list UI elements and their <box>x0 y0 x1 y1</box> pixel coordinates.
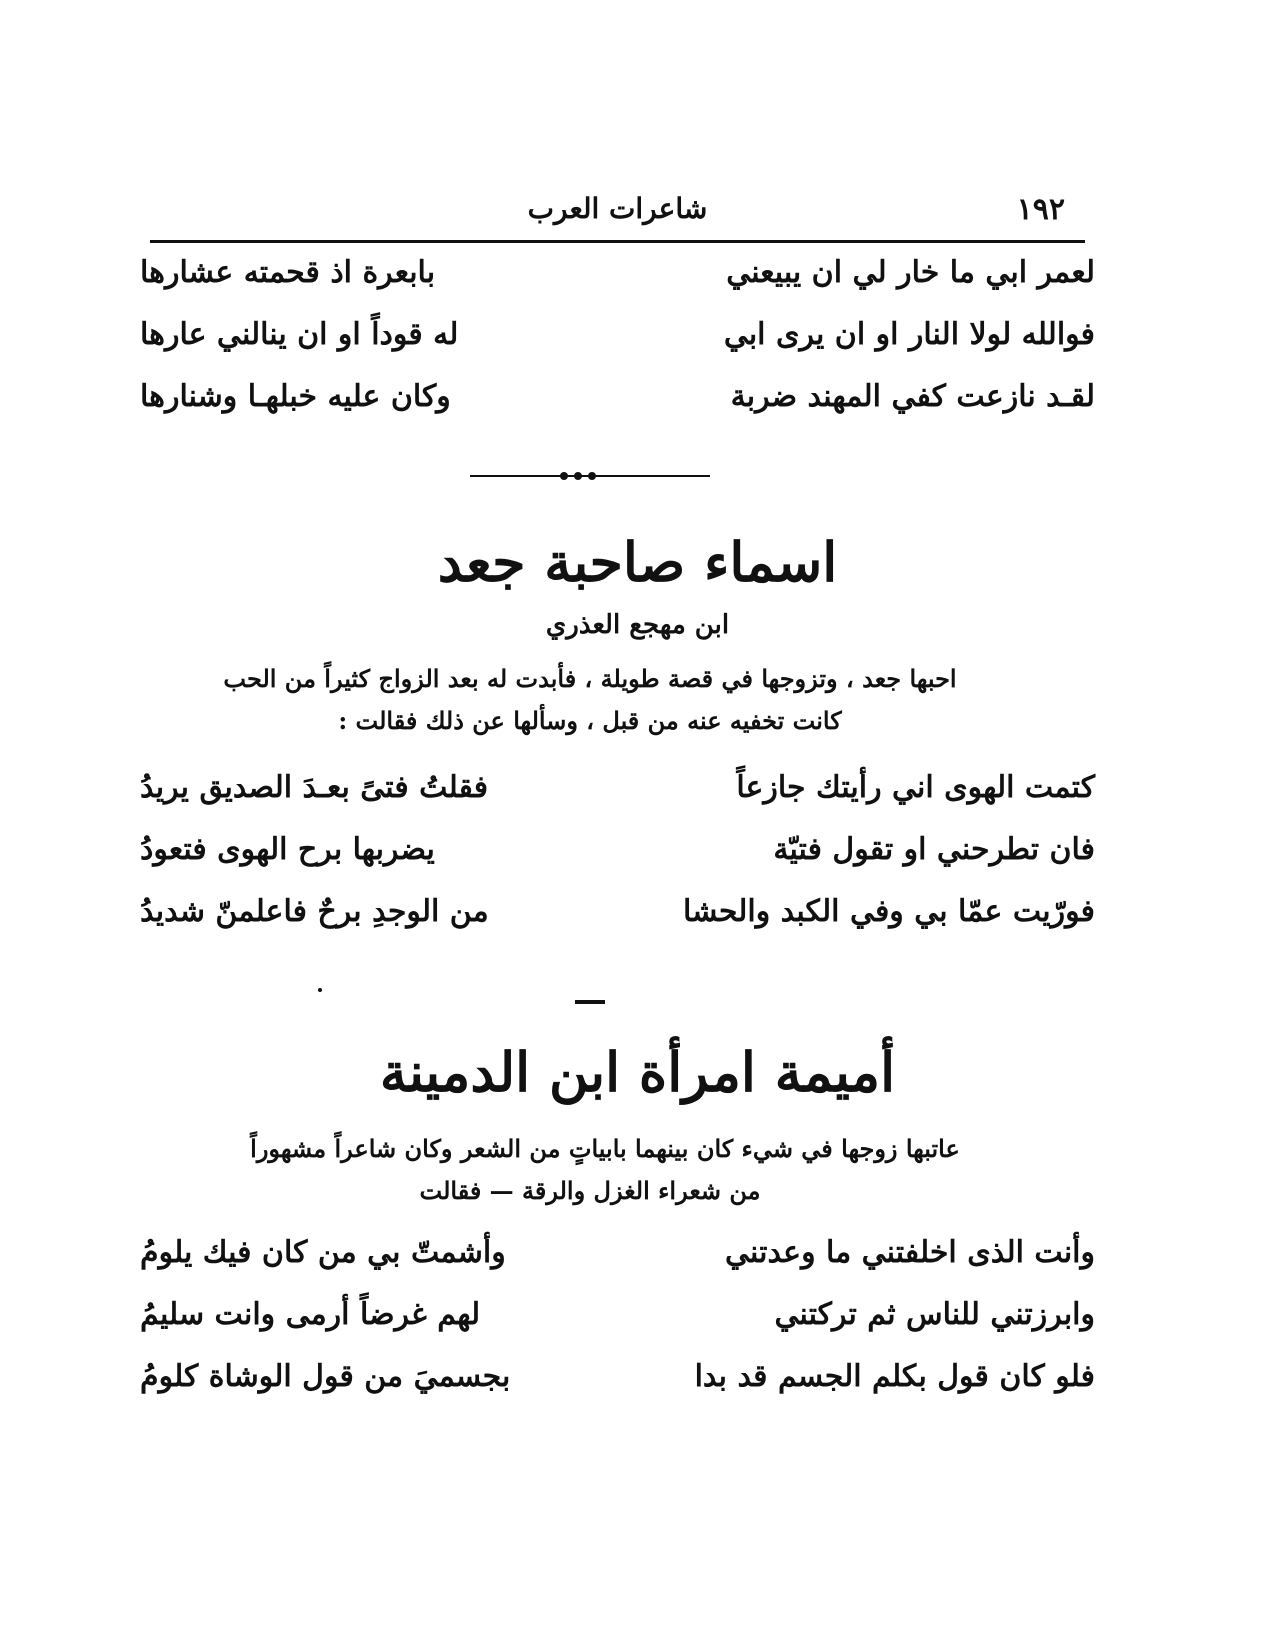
header-rule <box>150 240 1085 243</box>
verse-line <box>140 770 1095 832</box>
divider-dot <box>588 472 596 480</box>
second-hemistich: وكان عليه خبلهـا وشنارها <box>140 379 451 414</box>
second-hemistich: بابعرة اذ قحمته عشارها <box>140 255 436 290</box>
second-hemistich: وأشمتّ بي من كان فيك يلومُ <box>140 1235 506 1270</box>
verse-line <box>140 1359 1095 1421</box>
intro-line: من شعراء الغزل والرقة — فقالت <box>419 1176 761 1205</box>
first-hemistich: وابرزتني للناس ثم تركتني <box>774 1297 1095 1332</box>
intro-line: كانت تخفيه عنه من قبل ، وسألها عن ذلك فقالت : <box>338 706 842 735</box>
second-hemistich: يضربها برح الهوى فتعودُ <box>140 832 435 867</box>
first-hemistich: فان تطرحني او تقول فتيّة <box>773 832 1095 867</box>
first-hemistich: فلو كان قول بكلم الجسم قد بدا <box>694 1359 1095 1394</box>
section-title: اسماء صاحبة جعد <box>437 530 838 594</box>
first-hemistich: لعمر ابي ما خار لي ان يبيعني <box>726 255 1095 290</box>
second-hemistich: من الوجدِ برحٌ فاعلمنّ شديدُ <box>140 894 489 929</box>
first-hemistich: فوالله لولا النار او ان يرى ابي <box>723 317 1095 352</box>
section1-poem <box>140 770 1095 956</box>
section-divider-ornament <box>470 470 710 482</box>
verse-line <box>140 832 1095 894</box>
divider-dot <box>560 472 568 480</box>
second-hemistich: بجسميَ من قول الوشاة كلومُ <box>140 1359 511 1394</box>
page-number: ١٩٢ <box>1016 192 1065 227</box>
section-divider-dash <box>575 1000 605 1004</box>
first-hemistich: كتمت الهوى اني رأيتك جازعاً <box>736 770 1095 805</box>
page-header <box>150 192 1085 232</box>
verse-line <box>140 1235 1095 1297</box>
verse-line <box>140 379 1095 441</box>
intro-line: احبها جعد ، وتزوجها في قصة طويلة ، فأبدت له بعد الزواج كثيراً من الحب <box>223 664 957 693</box>
verse-line <box>140 255 1095 317</box>
section-title: أميمة امرأة ابن الدمينة <box>379 1040 896 1104</box>
intro-line: عاتبها زوجها في شيء كان بينهما بابياتٍ من الشعر وكان شاعراً مشهوراً <box>250 1134 960 1163</box>
running-title: شاعرات العرب <box>527 192 708 225</box>
first-hemistich: فورّيت عمّا بي وفي الكبد والحشا <box>682 894 1095 929</box>
first-hemistich: لقـد نازعت كفي المهند ضربة <box>730 379 1095 414</box>
second-hemistich: فقلتُ فتىً بعـدَ الصديق يريدُ <box>140 770 489 805</box>
first-hemistich: وأنت الذى اخلفتني ما وعدتني <box>725 1235 1095 1270</box>
top-poem <box>140 255 1095 441</box>
section2-poem <box>140 1235 1095 1421</box>
section-subtitle: ابن مهجع العذري <box>545 610 730 640</box>
print-speck <box>318 988 322 992</box>
second-hemistich: لهم غرضاً أرمى وانت سليمُ <box>140 1297 481 1332</box>
second-hemistich: له قوداً او ان ينالني عارها <box>140 317 459 352</box>
verse-line <box>140 1297 1095 1359</box>
divider-dot <box>574 472 582 480</box>
verse-line <box>140 894 1095 956</box>
verse-line <box>140 317 1095 379</box>
